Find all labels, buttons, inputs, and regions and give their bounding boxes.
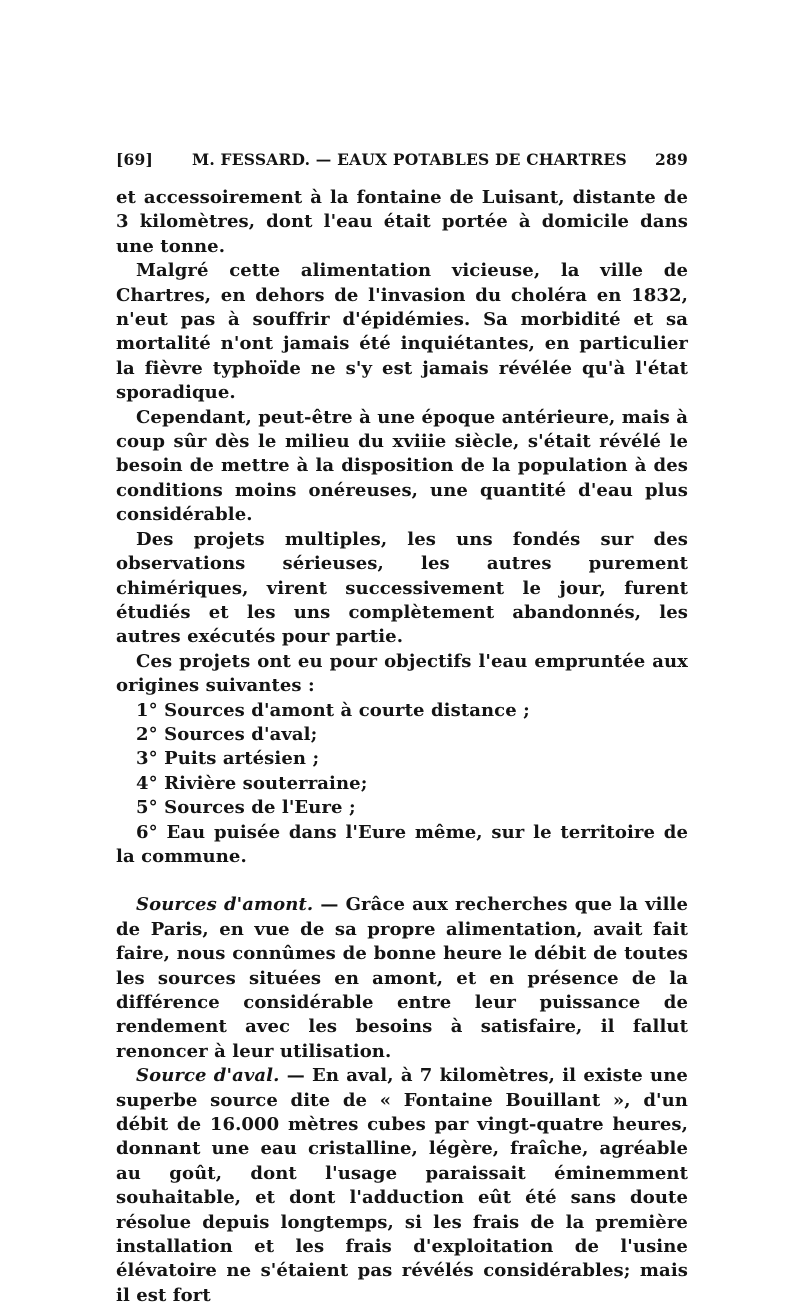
list-item: 2° Sources d'aval; (136, 723, 318, 745)
section-spacer (116, 869, 688, 893)
section-title-amont: Sources d'amont. (136, 894, 314, 916)
paragraph: et accessoirement à la fontaine de Luisant, distante de 3 kilomètres, dont l'eau était portée à domicile dans une tonne. (116, 187, 688, 257)
list-item: 6° Eau puisée dans l'Eure même, sur le territoire de la commune. (116, 821, 688, 867)
folio-number: [69] (116, 150, 154, 169)
section-title-aval: Source d'aval. (136, 1065, 280, 1087)
running-header (116, 150, 688, 174)
list-item: 5° Sources de l'Eure ; (136, 797, 356, 819)
list-item: 4° Rivière souterraine; (136, 772, 368, 794)
section-aval (116, 1064, 688, 1308)
paragraph: Des projets multiples, les uns fondés sur des observations sérieuses, les autres purement chimériques, virent successivement le jour, furent étudiés et les uns complètement abandonnés, les autres exécutés pour partie. (116, 528, 688, 648)
list-item: 1° Sources d'amont à courte distance ; (136, 699, 530, 721)
section-text-amont: — Grâce aux recherches que la ville de Paris, en vue de sa propre alimentation, avait fait faire, nous connûmes de bonne heure le débit de toutes les sources situées en amont, et en présence de la différence considérable entre leur puissance de rendement avec les besoins à satisfaire, il fallut renoncer à leur utilisation. (116, 894, 689, 1062)
page-number: 289 (655, 150, 688, 169)
paragraph: Ces projets ont eu pour objectifs l'eau empruntée aux origines suivantes : (116, 650, 688, 697)
running-title: M. FESSARD. — EAUX POTABLES DE CHARTRES (192, 150, 627, 169)
section-amont (116, 893, 688, 1064)
book-page (116, 150, 688, 1308)
paragraph: Malgré cette alimentation vicieuse, la ville de Chartres, en dehors de l'invasion du choléra en 1832, n'eut pas à souffrir d'épidémies. Sa morbidité et sa mortalité n'ont jamais été inquiétantes, en particulier la fièvre typhoïde ne s'y est jamais révélée qu'à l'état sporadique. (116, 260, 688, 404)
body-text (116, 186, 688, 1308)
section-text-aval: — En aval, à 7 kilomètres, il existe une superbe source dite de « Fontaine Bouillant », d'un débit de 16.000 mètres cubes par vingt-quatre heures, donnant une eau cristalline, légère, fraîche, agréable au goût, dont l'usage paraissait éminemment souhaitable, et dont l'adduction eût été sans doute résolue depuis longtemps, si les frais de la première installation et les frais d'exploitation de l'usine élévatoire ne s'étaient pas révélés considérables; mais il est fort (116, 1065, 688, 1306)
list-item: 3° Puits artésien ; (136, 748, 320, 770)
paragraph: Cependant, peut-être à une époque antérieure, mais à coup sûr dès le milieu du xviiie siècle, s'était révélé le besoin de mettre à la disposition de la population à des conditions moins onéreuses, une quantité d'eau plus considérable. (116, 406, 688, 526)
sources-list (116, 699, 688, 870)
